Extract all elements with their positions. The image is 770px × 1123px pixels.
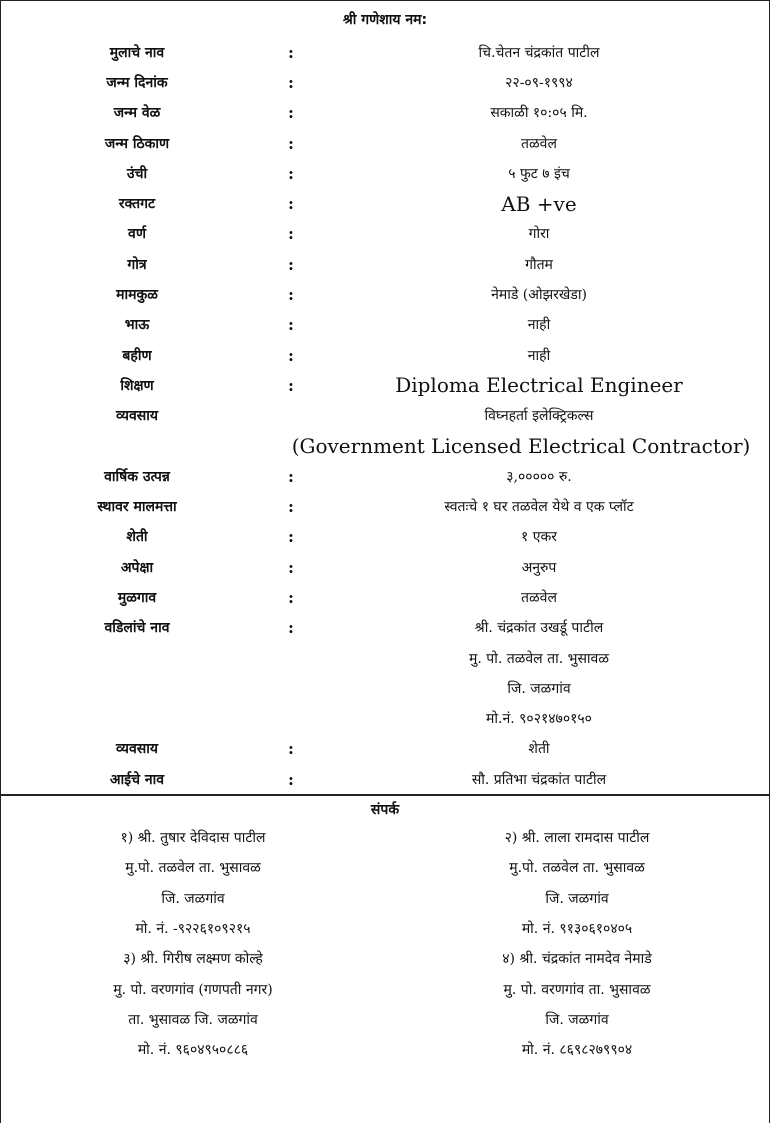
contact-heading: संपर्क [370,801,400,818]
separator: : [288,497,294,517]
contact-column-left [1,822,385,1064]
contact-district: ता. भुसावळ जि. जळगांव [128,1011,258,1028]
contact-address: मु. पो. वरणगांव ता. भुसावळ [503,981,651,998]
contact-column-right [385,822,769,1064]
detail-value: चि.चेतन चंद्रकांत पाटील [478,44,600,61]
detail-row [1,67,769,97]
detail-row [1,188,769,218]
detail-label: जन्म ठिकाण [104,135,170,152]
detail-row [1,704,769,734]
detail-label: जन्म दिनांक [106,74,168,91]
separator: : [288,587,294,607]
detail-label: स्थावर मालमत्ता [97,499,177,516]
detail-row [1,552,769,582]
contact-phone: मो. नं. -९२२६१०९२१५ [135,920,251,937]
detail-value: Diploma Electrical Engineer [395,373,683,398]
contact-address: मु.पो. तळवेल ता. भुसावळ [509,860,645,877]
detail-row [1,461,769,491]
detail-value: ३,००००० रु. [506,468,572,485]
detail-label: बहीण [122,347,152,364]
contact-district: जि. जळगांव [161,890,225,907]
separator: : [288,133,294,153]
separator: : [288,345,294,365]
detail-label: व्यवसाय [116,408,158,425]
detail-row [1,340,769,370]
separator: : [288,224,294,244]
detail-row [1,128,769,158]
page-title: श्री गणेशाय नम: [1,0,769,37]
detail-row [1,643,769,673]
detail-value: स्वतःचे १ घर तळवेल येथे व एक प्लॉट [444,499,634,516]
detail-label: शिक्षण [120,377,154,394]
contact-phone: मो. नं. ९१३०६१०४०५ [521,920,633,937]
contacts-grid [1,822,769,1064]
detail-row [1,219,769,249]
separator: : [288,739,294,759]
detail-label: गोत्र [127,256,147,273]
detail-row [1,98,769,128]
details-table [1,37,769,794]
detail-value: नाही [527,347,551,364]
detail-value: मु. पो. तळवेल ता. भुसावळ [469,650,609,667]
detail-label: जन्म वेळ [113,105,161,122]
detail-value: ५ फुट ७ इंच [508,165,570,182]
detail-row [1,310,769,340]
contact-name: ४) श्री. चंद्रकांत नामदेव नेमाडे [502,951,652,968]
detail-label: मुलाचे नाव [109,44,165,61]
contact-name: १) श्री. तुषार देविदास पाटील [120,830,266,847]
detail-value: अनुरुप [521,559,557,576]
contact-phone: मो. नं. ९६०४९५०८८६ [137,1042,249,1059]
separator: : [288,103,294,123]
detail-value: शेती [528,741,550,758]
detail-label: व्यवसाय [116,741,158,758]
detail-label: अपेक्षा [120,559,154,576]
detail-value: २२-०९-१९९४ [505,74,573,91]
detail-row [1,582,769,612]
detail-value: सकाळी १०:०५ मि. [490,105,588,122]
detail-value: १ एकर [521,529,557,546]
separator: : [288,618,294,638]
detail-value: (Government Licensed Electrical Contractor) [291,434,751,458]
detail-row [1,613,769,643]
detail-value: सौ. प्रतिभा चंद्रकांत पाटील [471,771,607,788]
separator: : [288,72,294,92]
detail-row [1,734,769,764]
detail-row [1,370,769,400]
detail-value: विघ्नहर्ता इलेक्ट्रिकल्स [484,408,594,425]
detail-label: उंची [126,165,148,182]
detail-label: मुळगाव [117,589,157,606]
contact-district: जि. जळगांव [545,890,609,907]
detail-row [1,673,769,703]
detail-label: वार्षिक उत्पन्न [104,468,170,485]
detail-label: आईचे नाव [109,771,165,788]
separator: : [288,163,294,183]
detail-value: नेमाडे (ओझरखेडा) [491,287,587,304]
detail-row [1,764,769,794]
detail-label: वर्ण [128,226,146,243]
separator: : [288,194,294,214]
detail-value: श्री. चंद्रकांत उखर्डू पाटील [474,620,604,637]
contact-address: मु.पो. तळवेल ता. भुसावळ [125,860,261,877]
detail-row [1,522,769,552]
detail-label: मामकुळ [116,287,158,304]
contact-name: २) श्री. लाला रामदास पाटील [504,830,650,847]
detail-label: रक्तगट [118,196,156,213]
detail-row [1,431,769,461]
separator: : [288,527,294,547]
separator: : [288,375,294,395]
contact-district: जि. जळगांव [545,1011,609,1028]
separator: : [288,557,294,577]
detail-value: AB +ve [501,191,577,216]
separator: : [288,42,294,62]
detail-value: गोरा [528,226,550,243]
separator: : [288,315,294,335]
separator: : [288,285,294,305]
detail-value: नाही [527,317,551,334]
separator: : [288,769,294,789]
detail-value: तळवेल [521,589,557,606]
detail-row [1,37,769,67]
separator: : [288,466,294,486]
detail-value: गौतम [525,256,553,273]
contact-name: ३) श्री. गिरीष लक्ष्मण कोल्हे [123,951,263,968]
detail-label: शेती [126,529,148,546]
detail-row [1,158,769,188]
detail-value: जि. जळगांव [507,680,571,697]
detail-row [1,249,769,279]
detail-label: भाऊ [124,317,150,334]
contact-address: मु. पो. वरणगांव (गणपती नगर) [113,981,273,998]
detail-row [1,491,769,521]
detail-value: तळवेल [521,135,557,152]
detail-row [1,401,769,431]
separator: : [288,254,294,274]
detail-row [1,279,769,309]
detail-label: वडिलांचे नाव [104,620,170,637]
detail-value: मो.नं. ९०२१४७०१५० [486,711,592,728]
contact-phone: मो. नं. ८६९८२७९९०४ [521,1042,633,1059]
